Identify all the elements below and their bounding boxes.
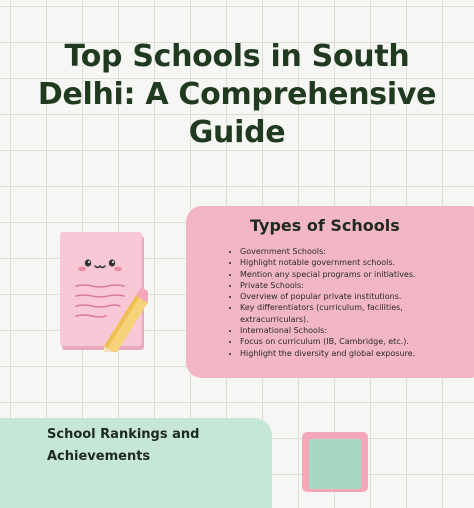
tablet-icon	[302, 432, 368, 492]
list-item: • Government Schools:	[240, 246, 474, 257]
list-item: • Highlight notable government schools.	[240, 257, 474, 268]
list-item: extracurriculars).	[240, 314, 309, 324]
types-of-schools-card	[186, 206, 474, 378]
types-of-schools-list	[228, 246, 474, 359]
page-title	[0, 38, 474, 152]
school-rankings-heading-line-2: Achievements	[47, 449, 151, 464]
school-rankings-heading	[47, 424, 199, 468]
page-title-line-3: Guide	[188, 115, 286, 150]
kawaii-notepaper-with-pencil-icon	[60, 232, 148, 352]
list-item: • Key differentiators (curriculum, facilities,	[240, 302, 474, 313]
list-item: • Highlight the diversity and global exposure.	[240, 348, 474, 359]
list-item: • Private Schools:	[240, 280, 474, 291]
list-item: • International Schools:	[240, 325, 474, 336]
list-item: • Mention any special programs or initiatives.	[240, 269, 474, 280]
school-rankings-heading-line-1: School Rankings and	[47, 427, 200, 442]
list-item: • Overview of popular private institutions.	[240, 291, 474, 302]
page-title-line-1: Top Schools in South	[64, 39, 410, 74]
page-title-line-2: Delhi: A Comprehensive	[37, 77, 437, 112]
types-of-schools-heading: Types of Schools	[250, 216, 400, 235]
list-item: • Focus on curriculum (IB, Cambridge, etc.).	[240, 336, 474, 347]
